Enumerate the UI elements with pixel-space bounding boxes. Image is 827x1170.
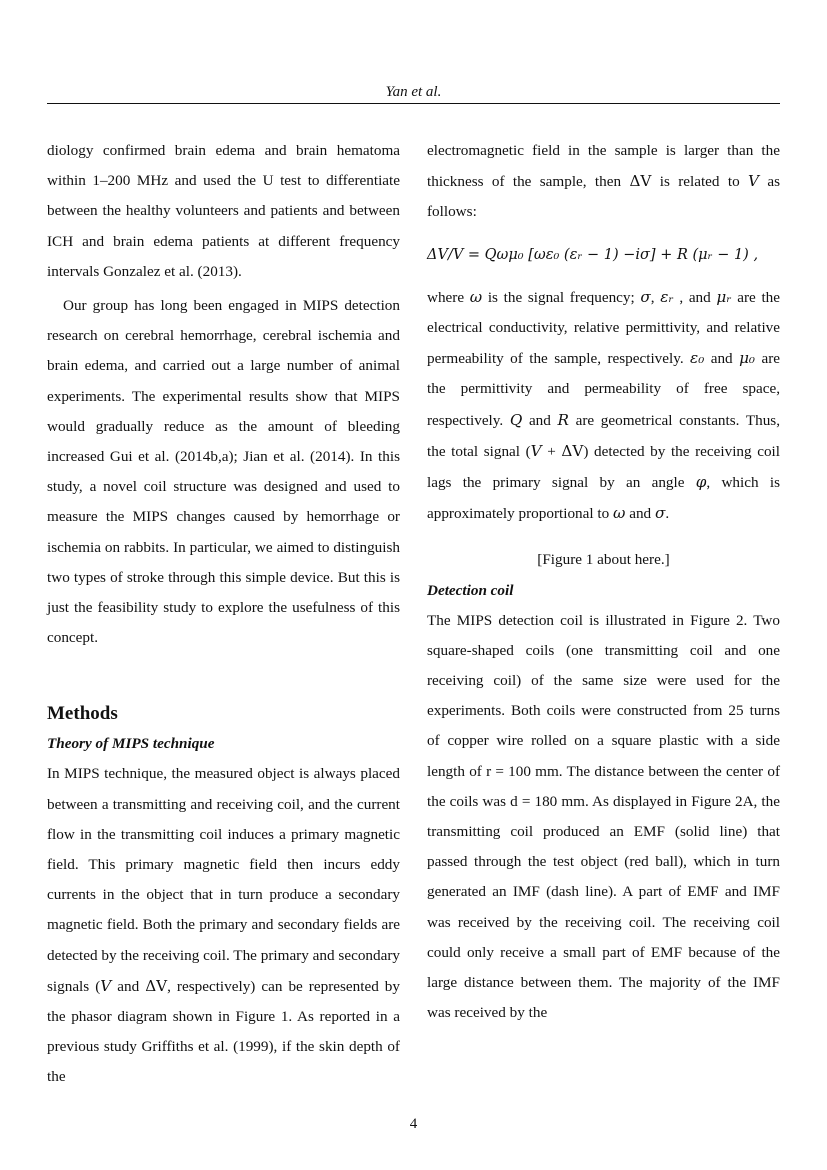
text-run: is related to	[651, 173, 749, 191]
math-symbol: V	[100, 976, 112, 995]
text-run: are geometrical constants. Thus, the total signal (	[427, 411, 781, 460]
math-symbol: μ₀	[739, 349, 756, 368]
text-run: and	[704, 350, 740, 368]
running-head: Yan et al.	[385, 84, 442, 100]
header-rule	[47, 103, 780, 104]
text-run: are the permittivity and permeability of free space, respectively.	[427, 350, 780, 429]
subsection-heading-detection-coil: Detection coil	[427, 581, 514, 599]
math-symbol: ω	[613, 504, 626, 523]
paragraph	[427, 136, 780, 228]
text-run: and	[522, 411, 558, 429]
paragraph	[47, 759, 400, 1092]
text-run: where	[427, 288, 470, 306]
text-run: are the electrical conductivity, relative permittivity, and relative permeability of the sample, respectively.	[427, 288, 781, 368]
right-column	[427, 136, 780, 1028]
math-symbol: V	[530, 441, 542, 460]
text-run: , respectively) can be represented by the phasor diagram shown in Figure 1. As reported in a previous study Griffiths et al. (1999), if the skin depth of the	[47, 977, 400, 1086]
math-symbol: V	[748, 172, 759, 191]
figure-placeholder: [Figure 1 about here.]	[537, 551, 670, 569]
math-symbol: Q	[509, 410, 523, 429]
math-symbol: ε₀	[690, 349, 705, 368]
math-symbol: σ	[654, 504, 666, 523]
section-heading-methods: Methods	[47, 703, 118, 725]
text-run: , which is approximately proportional to	[427, 474, 780, 523]
text-run: In MIPS technique, the measured object is always placed between a transmitting and receiving coil, and the current flow in the transmitting coil induces a primary magnetic field. This primary magnetic field then incurs eddy currents in the object that in turn produce a secondary magnetic field. Both the primary and secondary fields are detected by the receiving coil. The primary and secondary signals (	[47, 765, 400, 995]
subsection-heading-theory: Theory of MIPS technique	[47, 735, 215, 753]
math-symbol: μᵣ	[716, 287, 732, 306]
math-symbol: ΔV	[561, 441, 584, 460]
text-run: is the signal frequency;	[482, 288, 641, 306]
text-run: as follows:	[427, 173, 780, 221]
text-run: ) detected by the receiving coil lags the primary signal by an angle	[427, 442, 780, 492]
paragraph: diology confirmed brain edema and brain hematoma within 1–200 MHz and used the U test to differentiate between the healthy volunteers and patients and between ICH and brain edema patients at different frequency intervals Gonzalez et al. (2013).	[47, 142, 400, 280]
math-symbol: φ	[695, 473, 707, 492]
text-run: and	[111, 977, 146, 995]
paragraph	[427, 282, 780, 530]
math-symbol: εᵣ	[660, 287, 674, 306]
math-symbol: ΔV	[629, 172, 652, 191]
paragraph: The MIPS detection coil is illustrated in Figure 2. Two square-shaped coils (one transmitting coil and one receiving coil) of the same size were used for the experiments. Both coils were constructed from 25 turns of copper wire rolled on a square plastic with a side length of r = 100 mm. The distance between the center of the coils was d = 180 mm. As displayed in Figure 2A, the transmitting coil produced an EMF (solid line) that passed through the test object (red ball), which in turn generated an IMF (dash line). A part of EMF and IMF was received by the receiving coil. The receiving coil could only receive a small part of EMF because of the large distance between them. The majority of the IMF was received by the	[427, 611, 780, 1022]
left-column	[47, 136, 400, 1093]
equation: ΔV/V = Qωμ₀ [ωε₀ (εᵣ − 1) −iσ] + R (μᵣ − 1) ,	[427, 246, 759, 263]
page-number: 4	[409, 1116, 418, 1132]
text-run: and	[625, 505, 655, 523]
text-run: +	[541, 442, 562, 460]
math-symbol: σ	[640, 287, 651, 306]
paragraph: Our group has long been engaged in MIPS detection research on cerebral hemorrhage, cerebral ischemia and brain edema, and carried out a large number of animal experiments. The experimental results show that MIPS would gradually reduce as the amount of bleeding increased Gui et al. (2014b,a); Jian et al. (2014). In this study, a novel coil structure was designed and used to measure the MIPS changes caused by hemorrhage or ischemia on rabbits. In particular, we aimed to distinguish two types of stroke through this simple device. But this is just the feasibility study to explore the usefulness of this concept.	[47, 297, 400, 647]
math-symbol: ΔV	[145, 976, 168, 995]
math-symbol: R	[557, 410, 569, 429]
math-symbol: ω	[469, 287, 483, 306]
text-run: ,	[650, 288, 661, 306]
text-run: .	[665, 505, 670, 523]
text-run: electromagnetic field in the sample is larger than the thickness of the sample, then	[427, 142, 780, 191]
text-run: , and	[673, 288, 717, 306]
